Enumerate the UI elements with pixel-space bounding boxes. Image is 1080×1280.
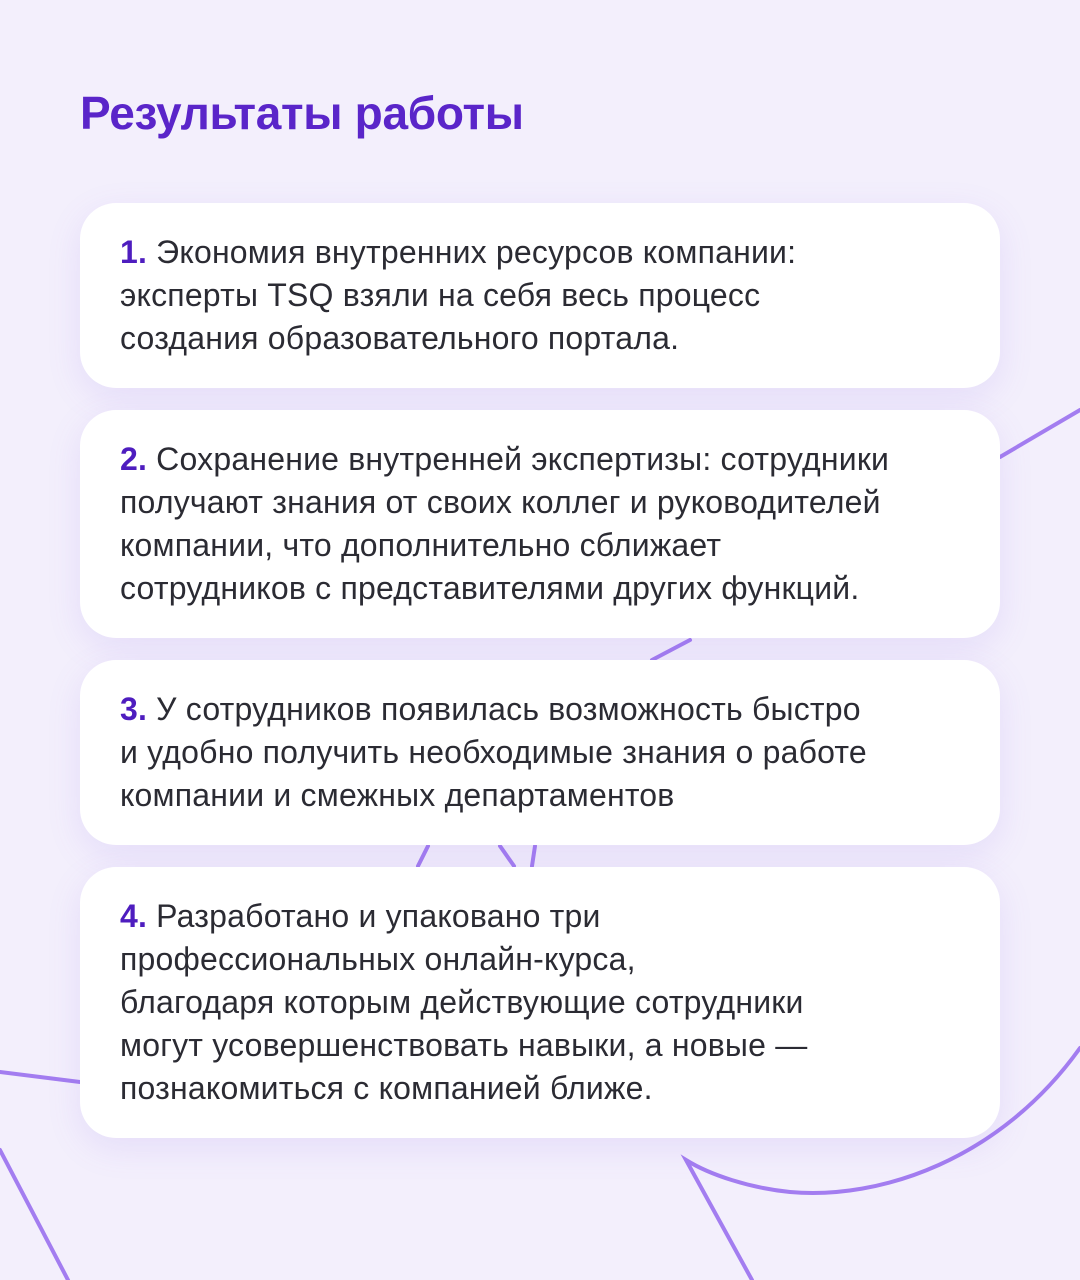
result-number-2: 2. <box>120 441 148 477</box>
line-mid-connector <box>652 640 690 660</box>
result-card-4 <box>80 867 1000 1138</box>
line-between-cards-a <box>418 846 428 866</box>
result-card-3 <box>80 660 1000 845</box>
result-body-1: Экономия внутренних ресурсов компании: эксперты TSQ взяли на себя весь процесс создания образовательного портала. <box>120 234 797 356</box>
result-card-1 <box>80 203 1000 388</box>
result-text-2 <box>120 438 889 610</box>
line-bottom-left <box>0 1150 68 1280</box>
line-right-upper <box>1000 410 1080 457</box>
result-text-3 <box>120 688 867 817</box>
result-body-3: У сотрудников появилась возможность быстро и удобно получить необходимые знания о работе компании и смежных департаментов <box>120 691 867 813</box>
line-between-cards-b <box>500 846 514 866</box>
result-body-4: Разработано и упаковано три профессиональных онлайн-курса, благодаря которым действующие сотрудники могут усовершенствовать навыки, а новые — познакомиться с компанией ближе. <box>120 898 808 1106</box>
line-between-cards-c <box>532 846 535 866</box>
result-text-4 <box>120 895 807 1110</box>
result-text-1 <box>120 231 796 360</box>
result-card-2 <box>80 410 1000 638</box>
result-number-4: 4. <box>120 898 148 934</box>
result-number-3: 3. <box>120 691 148 727</box>
result-number-1: 1. <box>120 234 148 270</box>
line-left-short <box>0 1072 80 1082</box>
result-body-2: Сохранение внутренней экспертизы: сотрудники получают знания от своих коллег и руководителей компании, что дополнительно сближает сотрудников с представителями других функций. <box>120 441 890 606</box>
page-title: Результаты работы <box>80 87 524 139</box>
